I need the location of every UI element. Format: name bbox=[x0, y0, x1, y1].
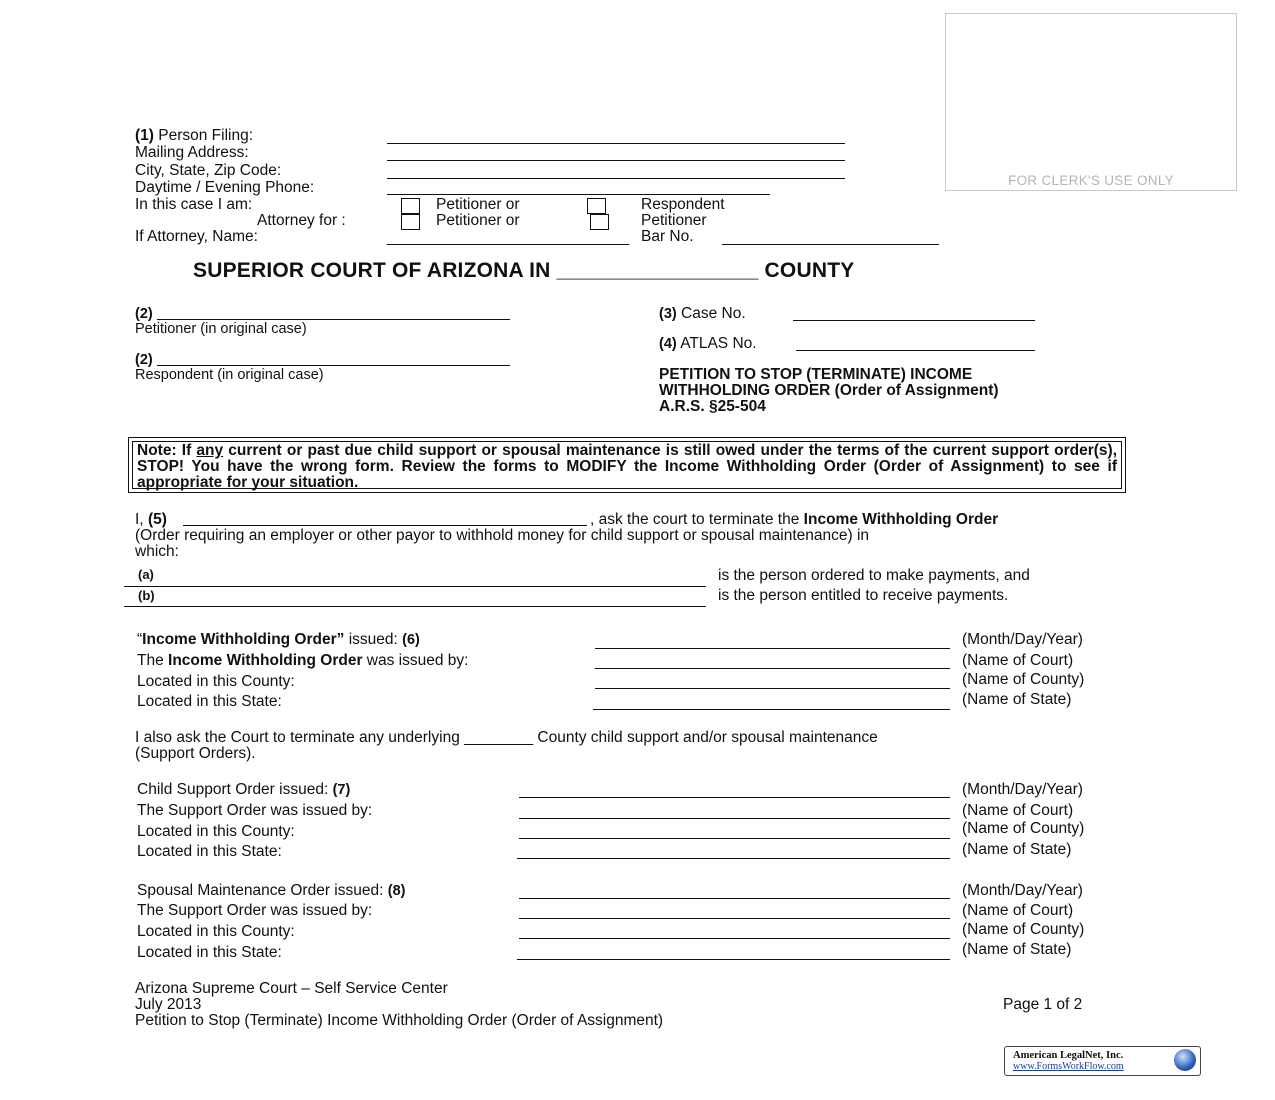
in-this-case-label: In this case I am: bbox=[135, 196, 253, 213]
quote-mark: “ bbox=[137, 631, 143, 648]
payer-name-input[interactable] bbox=[124, 586, 706, 587]
person-filing-label: Person Filing: bbox=[158, 127, 254, 144]
request-bold-text: Income Withholding Order bbox=[803, 511, 999, 528]
person-filing-row bbox=[135, 127, 253, 145]
iwo-state-input[interactable] bbox=[593, 709, 950, 710]
child-support-issued-label bbox=[137, 781, 350, 799]
iwo-issued-by-label bbox=[137, 652, 468, 670]
iwo-date-input[interactable] bbox=[595, 648, 950, 649]
respondent-name-input[interactable] bbox=[157, 365, 510, 366]
spousal-court-input[interactable] bbox=[519, 918, 950, 919]
note-emphasis: any bbox=[196, 442, 224, 459]
child-support-state-label: Located in this State: bbox=[137, 843, 282, 860]
iwo-issued-by-pre: The bbox=[137, 652, 169, 669]
iwo-county-hint: (Name of County) bbox=[962, 671, 1085, 688]
section-number: (3) bbox=[659, 306, 677, 322]
iwo-issued-label bbox=[137, 631, 420, 649]
child-support-county-input[interactable] bbox=[519, 838, 950, 839]
city-state-zip-input[interactable] bbox=[387, 178, 845, 179]
respondent-label: Respondent bbox=[641, 196, 725, 213]
petition-title-line1: PETITION TO STOP (TERMINATE) INCOME bbox=[659, 366, 973, 383]
spousal-county-label: Located in this County: bbox=[137, 923, 295, 940]
footer-date: July 2013 bbox=[135, 996, 202, 1013]
section-number: (6) bbox=[402, 632, 420, 648]
spousal-issued-by-label: The Support Order was issued by: bbox=[137, 902, 373, 919]
underlying-line1: I also ask the Court to terminate any underlying ________ County child support and/or spousal maintenance bbox=[135, 729, 878, 746]
spousal-issued-label bbox=[137, 882, 405, 900]
child-support-issued-by-label: The Support Order was issued by: bbox=[137, 802, 373, 819]
payer-description: is the person ordered to make payments, and bbox=[718, 567, 1030, 584]
iwo-court-input[interactable] bbox=[595, 668, 950, 669]
attorney-for-label: Attorney for : bbox=[257, 212, 346, 229]
american-legalnet-logo[interactable] bbox=[1004, 1046, 1201, 1076]
case-no-input[interactable] bbox=[793, 320, 1035, 321]
child-support-issued-text: Child Support Order issued: bbox=[137, 781, 333, 798]
attorney-petitioner-or-label: Petitioner or bbox=[436, 212, 520, 229]
petitioner-caption: Petitioner (in original case) bbox=[135, 321, 307, 337]
attorney-name-input[interactable] bbox=[387, 244, 629, 245]
page-number: Page 1 of 2 bbox=[1003, 996, 1083, 1013]
payee-name-input[interactable] bbox=[124, 606, 706, 607]
i-label: I, bbox=[135, 511, 144, 528]
iwo-issued-text: issued: bbox=[344, 631, 403, 648]
person-filing-input[interactable] bbox=[387, 143, 845, 144]
child-support-court-hint: (Name of Court) bbox=[962, 802, 1074, 819]
request-line2: (Order requiring an employer or other payor to withhold money for child support or spousal maintenance) in bbox=[135, 527, 870, 544]
atlas-no-text: ATLAS No. bbox=[680, 335, 757, 352]
attorney-petitioner-checkbox[interactable] bbox=[401, 214, 420, 230]
warning-note-text bbox=[132, 441, 1122, 489]
petitioner-number: (2) bbox=[135, 306, 153, 322]
section-number: (8) bbox=[387, 883, 406, 899]
clerk-use-label: FOR CLERK'S USE ONLY bbox=[1008, 173, 1174, 188]
mailing-address-input[interactable] bbox=[387, 160, 845, 161]
clerk-use-box bbox=[945, 13, 1237, 191]
petitioner-checkbox[interactable] bbox=[401, 198, 420, 214]
case-no-label bbox=[659, 305, 746, 323]
petitioner-or-label: Petitioner or bbox=[436, 196, 520, 213]
petitioner-name-input[interactable] bbox=[157, 319, 510, 320]
child-support-court-input[interactable] bbox=[519, 818, 950, 819]
respondent-checkbox[interactable] bbox=[587, 198, 606, 214]
footer-form-title: Petition to Stop (Terminate) Income Withholding Order (Order of Assignment) bbox=[135, 1012, 664, 1029]
petition-title-line3: A.R.S. §25-504 bbox=[659, 398, 766, 415]
payer-label: (a) bbox=[138, 567, 154, 582]
mailing-address-label: Mailing Address: bbox=[135, 144, 249, 161]
respondent-number: (2) bbox=[135, 352, 153, 368]
spousal-court-hint: (Name of Court) bbox=[962, 902, 1074, 919]
court-heading: SUPERIOR COURT OF ARIZONA IN _________________ COUNTY bbox=[193, 259, 855, 282]
bar-no-label: Bar No. bbox=[641, 228, 694, 245]
spousal-date-hint: (Month/Day/Year) bbox=[962, 882, 1083, 899]
spousal-issued-text: Spousal Maintenance Order issued: bbox=[137, 882, 388, 899]
iwo-state-hint: (Name of State) bbox=[962, 691, 1072, 708]
requester-name-input[interactable] bbox=[183, 525, 587, 526]
globe-icon bbox=[1174, 1049, 1196, 1071]
footer-source: Arizona Supreme Court – Self Service Center bbox=[135, 980, 448, 997]
iwo-state-label: Located in this State: bbox=[137, 693, 282, 710]
spousal-date-input[interactable] bbox=[519, 898, 950, 899]
iwo-date-hint: (Month/Day/Year) bbox=[962, 631, 1083, 648]
child-support-county-hint: (Name of County) bbox=[962, 820, 1085, 837]
atlas-no-label bbox=[659, 335, 757, 353]
payee-label: (b) bbox=[138, 588, 155, 603]
phone-label: Daytime / Evening Phone: bbox=[135, 179, 315, 196]
note-prefix: Note: If bbox=[137, 442, 197, 459]
bar-no-input[interactable] bbox=[722, 244, 939, 245]
iwo-issued-by-bold: Income Withholding Order bbox=[168, 652, 363, 669]
spousal-county-hint: (Name of County) bbox=[962, 921, 1085, 938]
child-support-date-hint: (Month/Day/Year) bbox=[962, 781, 1083, 798]
underlying-line2: (Support Orders). bbox=[135, 745, 256, 762]
section-number: (1) bbox=[135, 127, 154, 144]
city-state-zip-label: City, State, Zip Code: bbox=[135, 162, 282, 179]
spousal-county-input[interactable] bbox=[519, 938, 950, 939]
section-number: (5) bbox=[147, 511, 167, 528]
warning-note-box bbox=[128, 437, 1126, 493]
note-body: current or past due child support or spousal maintenance is still owed under the terms of the current support order(s), STOP! You have the wrong form. Review the forms to MODIFY the Income Withholding Order (Order of Assignment) to see if appropriate for your situation. bbox=[137, 442, 1117, 491]
case-no-text: Case No. bbox=[681, 305, 746, 322]
iwo-county-label: Located in this County: bbox=[137, 673, 295, 690]
iwo-county-input[interactable] bbox=[595, 688, 950, 689]
attorney-respondent-checkbox[interactable] bbox=[590, 214, 609, 230]
attorney-name-label: If Attorney, Name: bbox=[135, 228, 258, 245]
child-support-state-input[interactable] bbox=[517, 858, 950, 859]
payee-description: is the person entitled to receive payments. bbox=[718, 587, 1009, 604]
section-number: (4) bbox=[659, 336, 677, 352]
spousal-state-label: Located in this State: bbox=[137, 944, 282, 961]
iwo-court-hint: (Name of Court) bbox=[962, 652, 1074, 669]
child-support-county-label: Located in this County: bbox=[137, 823, 295, 840]
atlas-no-input[interactable] bbox=[796, 350, 1035, 351]
iwo-bold-label: Income Withholding Order” bbox=[142, 631, 345, 648]
petition-title-line2: WITHHOLDING ORDER (Order of Assignment) bbox=[659, 382, 999, 399]
request-text: , ask the court to terminate the bbox=[590, 511, 804, 528]
section-number: (7) bbox=[332, 782, 351, 798]
respondent-caption: Respondent (in original case) bbox=[135, 367, 324, 383]
attorney-petitioner-label: Petitioner bbox=[641, 212, 707, 229]
spousal-state-hint: (Name of State) bbox=[962, 941, 1072, 958]
phone-input[interactable] bbox=[387, 194, 770, 195]
logo-company-name: American LegalNet, Inc. bbox=[1013, 1050, 1124, 1061]
child-support-date-input[interactable] bbox=[519, 797, 950, 798]
request-line3: which: bbox=[135, 543, 179, 560]
spousal-state-input[interactable] bbox=[517, 959, 950, 960]
logo-url-link[interactable]: www.FormsWorkFlow.com bbox=[1013, 1061, 1124, 1072]
iwo-issued-by-post: was issued by: bbox=[362, 652, 469, 669]
child-support-state-hint: (Name of State) bbox=[962, 841, 1072, 858]
